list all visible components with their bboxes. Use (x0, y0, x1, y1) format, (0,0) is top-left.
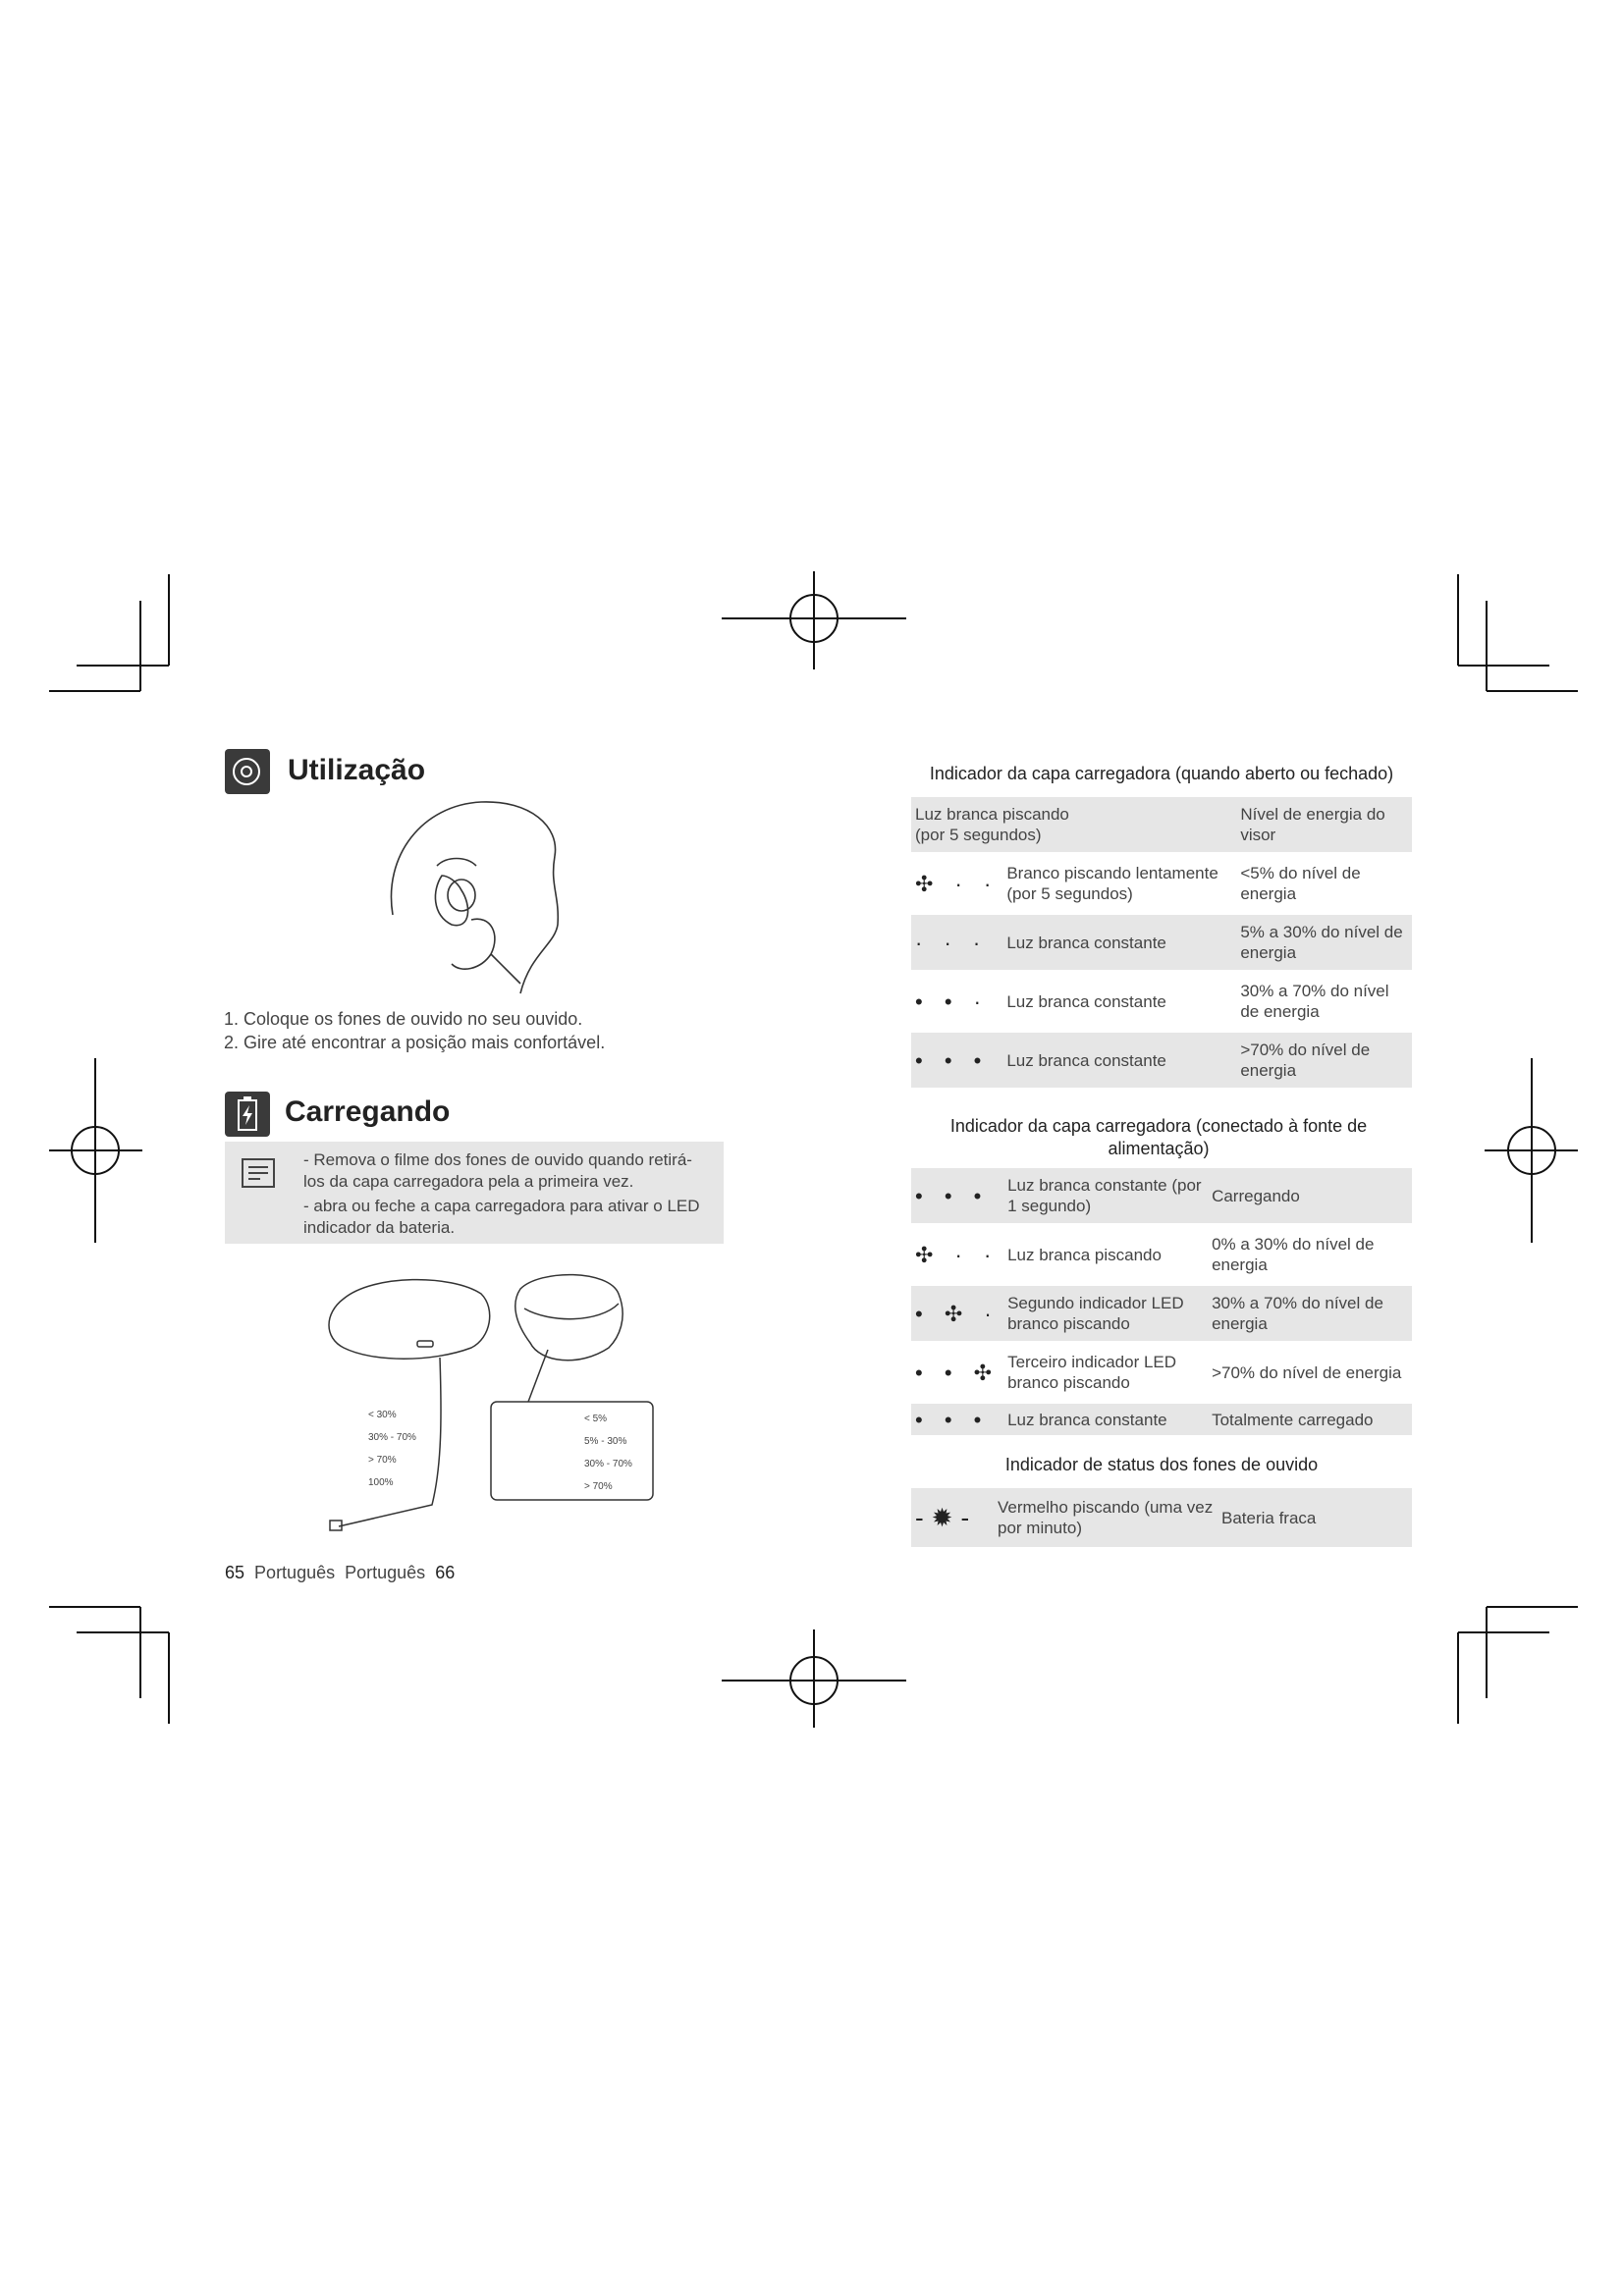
note-2: - abra ou feche a capa carregadora para ativar o LED indicador da bateria. (303, 1197, 700, 1237)
usage-step-1: 1. Coloque os fones de ouvido no seu ouvido. (224, 1009, 583, 1029)
footer-language-right: Português (345, 1563, 426, 1582)
diagram-left-label-1: < 30% (368, 1410, 397, 1420)
table3-title: Indicador de status dos fones de ouvido (1004, 1455, 1319, 1474)
table2-row1-desc: Luz branca constante (por 1 segundo) (1003, 1168, 1208, 1223)
usage-steps (224, 1007, 605, 1054)
usage-icon (225, 749, 270, 794)
table1-row2-desc: Luz branca constante (1002, 915, 1236, 970)
table1-row3-desc: Luz branca constante (1002, 974, 1236, 1029)
table1-row4-level: >70% do nível de energia (1236, 1033, 1412, 1088)
note-box (225, 1142, 724, 1244)
charging-title: Carregando (285, 1095, 451, 1128)
table3 (911, 1484, 1412, 1551)
table3-row1-dots: -✹- (911, 1488, 994, 1547)
table2-row3-level: 30% a 70% do nível de energia (1208, 1286, 1412, 1341)
table1-title: Indicador da capa carregadora (quando aberto ou fechado) (929, 764, 1394, 783)
diagram-right-label-1: < 5% (584, 1414, 608, 1424)
table1-row2-level: 5% a 30% do nível de energia (1236, 915, 1412, 970)
ear-illustration (383, 797, 569, 1003)
table2-row1-level: Carregando (1208, 1168, 1412, 1223)
table2-row3-desc: Segundo indicador LED branco piscando (1003, 1286, 1208, 1341)
charging-case-diagram (295, 1269, 668, 1539)
table3-row1-desc: Vermelho piscando (uma vez por minuto) (994, 1488, 1218, 1547)
diagram-right-label-4: > 70% (584, 1481, 613, 1492)
table1 (911, 793, 1412, 1092)
table2-row2-dots: ✣ · · (911, 1227, 1003, 1282)
table2-row2-level: 0% a 30% do nível de energia (1208, 1227, 1412, 1282)
diagram-left-label-4: 100% (368, 1477, 394, 1488)
table1-row4-dots: • • • (911, 1033, 1002, 1088)
table1-row3-dots: • • · (911, 974, 1002, 1029)
page-number-right: 66 (435, 1563, 456, 1582)
diagram-right-label-3: 30% - 70% (584, 1459, 632, 1469)
diagram-right-label-2: 5% - 30% (584, 1436, 627, 1447)
table2-row5-dots: • • • (911, 1404, 1003, 1435)
table1-row2-dots: · · · (911, 915, 1002, 970)
table1-row3-level: 30% a 70% do nível de energia (1236, 974, 1412, 1029)
table2-row5-desc: Luz branca constante (1003, 1404, 1208, 1435)
diagram-left-label-3: > 70% (368, 1455, 397, 1466)
table1-header-col2: Nível de energia do visor (1236, 797, 1412, 852)
page-footer (225, 1563, 455, 1583)
table2-row4-desc: Terceiro indicador LED branco piscando (1003, 1345, 1208, 1400)
usage-title: Utilização (288, 754, 426, 786)
table2-row5-level: Totalmente carregado (1208, 1404, 1412, 1435)
table2-row2-desc: Luz branca piscando (1003, 1227, 1208, 1282)
table2-row4-level: >70% do nível de energia (1208, 1345, 1412, 1400)
page-number-left: 65 (225, 1563, 245, 1582)
table3-row1-level: Bateria fraca (1218, 1488, 1412, 1547)
table1-header-col1: Luz branca piscando (por 5 segundos) (911, 797, 1236, 852)
table1-row1-level: <5% do nível de energia (1236, 856, 1412, 911)
table2-row3-dots: • ✣ · (911, 1286, 1003, 1341)
footer-language-left: Português (254, 1563, 336, 1582)
table2-title: Indicador da capa carregadora (conectado à fonte de alimentação) (949, 1116, 1368, 1158)
usage-step-2: 2. Gire até encontrar a posição mais confortável. (224, 1033, 606, 1052)
diagram-left-label-2: 30% - 70% (368, 1432, 416, 1443)
table2 (911, 1164, 1412, 1439)
table1-row1-dots: ✣ · · (911, 856, 1002, 911)
note-1: - Remova o filme dos fones de ouvido quando retirá-los da capa carregadora pela a primeira vez. (303, 1150, 692, 1191)
table2-row4-dots: • • ✣ (911, 1345, 1003, 1400)
table2-row1-dots: • • • (911, 1168, 1003, 1223)
table1-row4-desc: Luz branca constante (1002, 1033, 1236, 1088)
note-icon (241, 1157, 276, 1189)
table1-row1-desc: Branco piscando lentamente (por 5 segundos) (1002, 856, 1236, 911)
battery-icon (225, 1092, 270, 1137)
